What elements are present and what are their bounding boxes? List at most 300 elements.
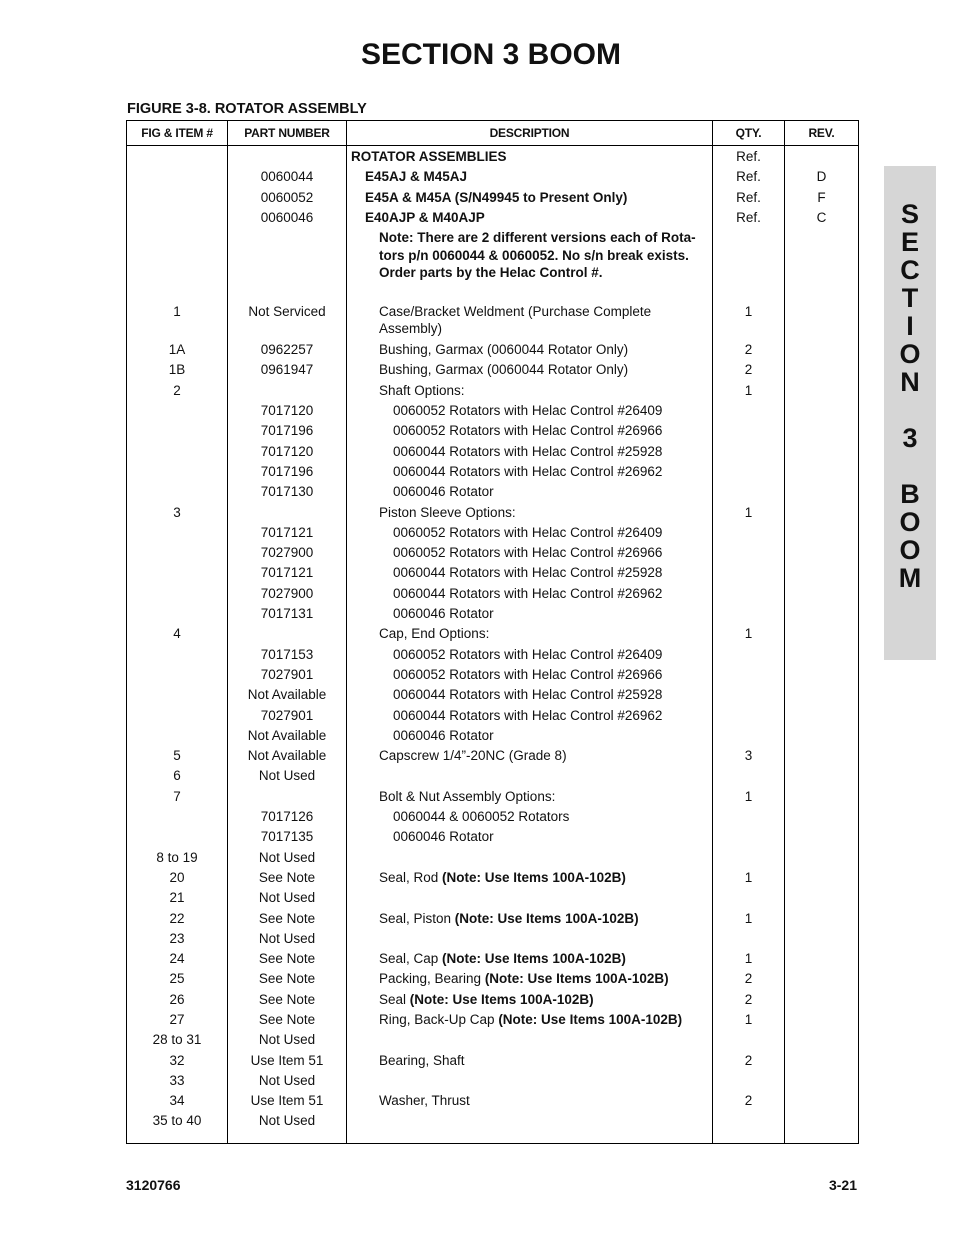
side-tab-letter: T	[901, 283, 919, 313]
cell-qty	[713, 808, 785, 828]
cell-part-number: 0060044	[228, 168, 347, 188]
cell-rev: F	[785, 189, 859, 209]
cell-description	[347, 361, 713, 381]
cell-description	[347, 910, 713, 930]
spacer-cell	[347, 1133, 713, 1144]
table-row	[127, 747, 859, 767]
description-text: ROTATOR ASSEMBLIES	[351, 149, 507, 164]
cell-rev	[785, 483, 859, 503]
cell-part-number: 7027900	[228, 585, 347, 605]
cell-part-number: Not Used	[228, 1031, 347, 1051]
cell-description	[347, 788, 713, 808]
cell-rev	[785, 1112, 859, 1132]
cell-part-number: Not Used	[228, 1112, 347, 1132]
cell-fig-item	[127, 524, 228, 544]
cell-fig-item	[127, 564, 228, 584]
spacer-cell	[228, 1133, 347, 1144]
table-row	[127, 585, 859, 605]
cell-rev: D	[785, 168, 859, 188]
cell-description	[347, 1011, 713, 1031]
cell-qty	[713, 524, 785, 544]
cell-qty	[713, 402, 785, 422]
side-tab-letter: O	[899, 507, 921, 537]
description-text: E45AJ & M45AJ	[365, 169, 468, 185]
cell-fig-item: 23	[127, 930, 228, 950]
cell-fig-item: 35 to 40	[127, 1112, 228, 1132]
cell-fig-item: 3	[127, 504, 228, 524]
cell-description	[347, 828, 713, 848]
cell-qty: 1	[713, 910, 785, 930]
cell-description	[347, 625, 713, 645]
cell-description	[347, 1052, 713, 1072]
cell-qty	[713, 707, 785, 727]
cell-qty: 2	[713, 1092, 785, 1112]
cell-description	[347, 686, 713, 706]
cell-fig-item	[127, 189, 228, 209]
table-row	[127, 910, 859, 930]
cell-rev	[785, 828, 859, 848]
description-text: Seal, Cap	[379, 951, 443, 967]
description-note: (Note: Use Items 100A-102B)	[498, 1011, 683, 1027]
cell-fig-item	[127, 463, 228, 483]
cell-qty: 1	[713, 869, 785, 889]
cell-fig-item: 32	[127, 1052, 228, 1072]
cell-description	[347, 544, 713, 564]
cell-qty	[713, 686, 785, 706]
cell-fig-item: 7	[127, 788, 228, 808]
cell-rev	[785, 1052, 859, 1072]
cell-fig-item: 24	[127, 950, 228, 970]
table-row	[127, 970, 859, 990]
table-row	[127, 1031, 859, 1051]
cell-part-number: 7017130	[228, 483, 347, 503]
cell-qty	[713, 1031, 785, 1051]
description-text: Bushing, Garmax (0060044 Rotator Only)	[379, 362, 629, 378]
side-tab-letter: S	[900, 199, 919, 229]
cell-description	[347, 483, 713, 503]
cell-qty: 1	[713, 1011, 785, 1031]
cell-rev	[785, 402, 859, 422]
table-row	[127, 146, 859, 169]
cell-fig-item: 1A	[127, 341, 228, 361]
cell-rev	[785, 1011, 859, 1031]
table-row	[127, 788, 859, 808]
cell-fig-item: 2	[127, 382, 228, 402]
table-row	[127, 463, 859, 483]
table-row	[127, 422, 859, 442]
cell-part-number: 7017121	[228, 564, 347, 584]
cell-fig-item: 20	[127, 869, 228, 889]
header-rev: REV.	[785, 121, 859, 146]
cell-rev	[785, 625, 859, 645]
cell-part-number	[228, 788, 347, 808]
parts-table	[126, 120, 859, 1144]
cell-part-number: 7017120	[228, 402, 347, 422]
cell-rev	[785, 686, 859, 706]
cell-rev	[785, 767, 859, 787]
cell-part-number: 0060046	[228, 209, 347, 229]
description-text: Case/Bracket Weldment (Purchase Complete Assembly)	[379, 304, 652, 337]
side-tab-letter: 3	[902, 423, 918, 453]
cell-part-number: See Note	[228, 950, 347, 970]
cell-description	[347, 146, 713, 169]
cell-qty	[713, 585, 785, 605]
cell-description	[347, 727, 713, 747]
cell-fig-item: 5	[127, 747, 228, 767]
cell-part-number: Not Used	[228, 1072, 347, 1092]
cell-qty	[713, 646, 785, 666]
description-note: (Note: Use Items 100A-102B)	[409, 991, 594, 1007]
cell-part-number: See Note	[228, 1011, 347, 1031]
cell-description	[347, 1092, 713, 1112]
cell-fig-item: 25	[127, 970, 228, 990]
description-text: 0060052 Rotators with Helac Control #26966	[393, 545, 663, 561]
cell-qty	[713, 727, 785, 747]
description-text: Capscrew 1/4”-20NC (Grade 8)	[379, 748, 567, 764]
cell-fig-item	[127, 585, 228, 605]
cell-description	[347, 422, 713, 442]
cell-qty	[713, 849, 785, 869]
cell-qty	[713, 930, 785, 950]
cell-description	[347, 303, 713, 341]
cell-qty	[713, 463, 785, 483]
description-note: (Note: Use Items 100A-102B)	[442, 869, 626, 885]
cell-part-number: 7017126	[228, 808, 347, 828]
cell-fig-item: 4	[127, 625, 228, 645]
cell-part-number: 0962257	[228, 341, 347, 361]
cell-description	[347, 229, 713, 303]
cell-fig-item: 1	[127, 303, 228, 341]
cell-part-number: 7017196	[228, 463, 347, 483]
table-row	[127, 168, 859, 188]
cell-qty: Ref.	[713, 189, 785, 209]
cell-rev	[785, 747, 859, 767]
cell-fig-item: 33	[127, 1072, 228, 1092]
cell-fig-item	[127, 666, 228, 686]
cell-description	[347, 168, 713, 188]
cell-qty: Ref.	[713, 146, 785, 169]
cell-rev	[785, 229, 859, 303]
cell-description	[347, 1031, 713, 1051]
cell-rev	[785, 950, 859, 970]
side-tab-letter: C	[900, 255, 920, 285]
cell-part-number: See Note	[228, 970, 347, 990]
cell-part-number	[228, 229, 347, 303]
table-row	[127, 1072, 859, 1092]
cell-qty: 2	[713, 341, 785, 361]
description-text: Seal, Piston	[379, 910, 455, 926]
cell-part-number: 7017153	[228, 646, 347, 666]
cell-qty: Ref.	[713, 168, 785, 188]
spacer-cell	[127, 1133, 228, 1144]
spacer-cell	[713, 1133, 785, 1144]
cell-rev	[785, 146, 859, 169]
cell-rev	[785, 382, 859, 402]
table-row	[127, 504, 859, 524]
cell-fig-item	[127, 483, 228, 503]
table-row	[127, 1052, 859, 1072]
cell-rev	[785, 585, 859, 605]
description-text: 0060046 Rotator	[393, 484, 494, 500]
cell-part-number	[228, 504, 347, 524]
cell-fig-item	[127, 146, 228, 169]
cell-description	[347, 402, 713, 422]
cell-description	[347, 1112, 713, 1132]
table-row	[127, 189, 859, 209]
description-text: Shaft Options:	[379, 382, 465, 398]
cell-part-number: See Note	[228, 910, 347, 930]
cell-description	[347, 585, 713, 605]
table-row	[127, 402, 859, 422]
cell-part-number: 7017120	[228, 443, 347, 463]
table-row	[127, 1092, 859, 1112]
table-row	[127, 209, 859, 229]
description-text: Cap, End Options:	[379, 626, 490, 642]
description-text: 0060044 & 0060052 Rotators	[393, 809, 570, 825]
cell-qty: 2	[713, 991, 785, 1011]
cell-part-number: See Note	[228, 991, 347, 1011]
cell-fig-item: 8 to 19	[127, 849, 228, 869]
cell-description	[347, 443, 713, 463]
cell-rev	[785, 970, 859, 990]
table-row	[127, 361, 859, 381]
spacer-cell	[785, 1133, 859, 1144]
description-text: 0060044 Rotators with Helac Control #26962	[393, 707, 663, 723]
figure-title: FIGURE 3-8. ROTATOR ASSEMBLY	[127, 101, 367, 117]
cell-description	[347, 991, 713, 1011]
description-text: 0060046 Rotator	[393, 829, 494, 845]
cell-part-number: Not Used	[228, 889, 347, 909]
table-row	[127, 382, 859, 402]
parts-table-body	[127, 146, 859, 1144]
table-row	[127, 524, 859, 544]
cell-fig-item	[127, 229, 228, 303]
cell-fig-item: 6	[127, 767, 228, 787]
cell-rev	[785, 707, 859, 727]
cell-part-number: Not Used	[228, 930, 347, 950]
cell-rev	[785, 1072, 859, 1092]
cell-description	[347, 189, 713, 209]
cell-part-number: 7027901	[228, 666, 347, 686]
table-row	[127, 646, 859, 666]
cell-part-number: Use Item 51	[228, 1092, 347, 1112]
table-row	[127, 869, 859, 889]
cell-description	[347, 849, 713, 869]
cell-part-number: See Note	[228, 869, 347, 889]
cell-part-number	[228, 382, 347, 402]
cell-description	[347, 889, 713, 909]
cell-rev	[785, 463, 859, 483]
cell-qty: 1	[713, 504, 785, 524]
cell-description	[347, 382, 713, 402]
cell-part-number: Not Used	[228, 767, 347, 787]
cell-rev	[785, 605, 859, 625]
cell-qty	[713, 605, 785, 625]
side-tab-letter: O	[899, 535, 921, 565]
cell-rev	[785, 869, 859, 889]
cell-qty	[713, 1112, 785, 1132]
cell-rev	[785, 1031, 859, 1051]
page-number: 3-21	[828, 1177, 857, 1193]
cell-part-number: Not Available	[228, 727, 347, 747]
cell-fig-item	[127, 544, 228, 564]
table-row	[127, 950, 859, 970]
description-text: 0060044 Rotators with Helac Control #26962	[393, 463, 663, 479]
cell-part-number: 7017121	[228, 524, 347, 544]
cell-qty	[713, 443, 785, 463]
description-text: Bearing, Shaft	[379, 1052, 465, 1068]
cell-qty: 1	[713, 303, 785, 341]
cell-fig-item: 1B	[127, 361, 228, 381]
side-tab-letters	[884, 200, 936, 592]
description-text: Bushing, Garmax (0060044 Rotator Only)	[379, 342, 629, 358]
cell-fig-item: 26	[127, 991, 228, 1011]
cell-rev	[785, 504, 859, 524]
description-text: Ring, Back-Up Cap	[379, 1011, 499, 1027]
cell-part-number: Not Serviced	[228, 303, 347, 341]
cell-description	[347, 767, 713, 787]
cell-description	[347, 341, 713, 361]
cell-rev	[785, 991, 859, 1011]
cell-fig-item: 21	[127, 889, 228, 909]
cell-description	[347, 950, 713, 970]
cell-description	[347, 808, 713, 828]
cell-description	[347, 646, 713, 666]
description-text: 0060052 Rotators with Helac Control #26409	[393, 524, 663, 540]
table-row	[127, 727, 859, 747]
side-tab-letter: M	[898, 563, 922, 593]
table-row	[127, 686, 859, 706]
cell-fig-item	[127, 686, 228, 706]
cell-part-number: 7017131	[228, 605, 347, 625]
cell-qty: 2	[713, 361, 785, 381]
description-text: 0060052 Rotators with Helac Control #26409	[393, 403, 663, 419]
cell-description	[347, 930, 713, 950]
cell-qty: 2	[713, 970, 785, 990]
cell-fig-item	[127, 808, 228, 828]
cell-fig-item	[127, 402, 228, 422]
table-row	[127, 443, 859, 463]
cell-part-number: 0060052	[228, 189, 347, 209]
cell-description	[347, 747, 713, 767]
description-note: (Note: Use Items 100A-102B)	[442, 951, 626, 967]
cell-part-number: Not Available	[228, 747, 347, 767]
cell-rev	[785, 544, 859, 564]
table-row	[127, 625, 859, 645]
description-text: E45A & M45A (S/N49945 to Present Only)	[365, 189, 628, 205]
cell-part-number: Not Used	[228, 849, 347, 869]
description-text: 0060046 Rotator	[393, 606, 494, 622]
cell-qty: 3	[713, 747, 785, 767]
cell-qty: Ref.	[713, 209, 785, 229]
description-text: 0060044 Rotators with Helac Control #25928	[393, 687, 663, 703]
cell-fig-item: 22	[127, 910, 228, 930]
description-text: 0060044 Rotators with Helac Control #25928	[393, 443, 663, 459]
section-side-tab	[884, 166, 936, 660]
cell-description	[347, 524, 713, 544]
description-text: 0060044 Rotators with Helac Control #26962	[393, 585, 663, 601]
side-tab-letter: N	[900, 367, 920, 397]
cell-qty	[713, 828, 785, 848]
cell-fig-item	[127, 422, 228, 442]
cell-qty	[713, 229, 785, 303]
cell-qty	[713, 666, 785, 686]
table-row	[127, 666, 859, 686]
table-row	[127, 828, 859, 848]
header-qty: QTY.	[713, 121, 785, 146]
side-tab-letter: I	[906, 311, 914, 341]
document-number: 3120766	[126, 1177, 181, 1193]
cell-fig-item: 34	[127, 1092, 228, 1112]
cell-fig-item: 28 to 31	[127, 1031, 228, 1051]
table-row	[127, 303, 859, 341]
header-fig-item: FIG & ITEM #	[127, 121, 228, 146]
description-text: Washer, Thrust	[379, 1093, 470, 1109]
cell-qty	[713, 483, 785, 503]
section-title: SECTION 3 BOOM	[360, 38, 622, 71]
description-note: (Note: Use Items 100A-102B)	[454, 910, 639, 926]
cell-description	[347, 605, 713, 625]
description-text: Note: There are 2 different versions each of Rota-tors p/n 0060044 & 0060052. No s/n break exists. Order parts by the Helac Control #.	[379, 230, 696, 281]
cell-part-number: 7017196	[228, 422, 347, 442]
table-row	[127, 1112, 859, 1132]
cell-description	[347, 564, 713, 584]
cell-rev	[785, 666, 859, 686]
description-text: Bolt & Nut Assembly Options:	[379, 788, 556, 804]
description-text: Piston Sleeve Options:	[379, 504, 516, 520]
header-part-number: PART NUMBER	[228, 121, 347, 146]
table-row	[127, 544, 859, 564]
header-description: DESCRIPTION	[347, 121, 713, 146]
cell-fig-item	[127, 646, 228, 666]
cell-qty	[713, 564, 785, 584]
cell-rev	[785, 443, 859, 463]
cell-rev	[785, 422, 859, 442]
cell-fig-item	[127, 707, 228, 727]
description-text: 0060046 Rotator	[393, 727, 494, 743]
cell-description	[347, 1072, 713, 1092]
cell-description	[347, 707, 713, 727]
table-row	[127, 229, 859, 303]
table-row	[127, 849, 859, 869]
cell-part-number: Use Item 51	[228, 1052, 347, 1072]
cell-description	[347, 504, 713, 524]
cell-description	[347, 869, 713, 889]
cell-fig-item	[127, 168, 228, 188]
side-tab-letter: B	[900, 479, 920, 509]
cell-part-number	[228, 146, 347, 169]
cell-qty: 2	[713, 1052, 785, 1072]
cell-qty: 1	[713, 382, 785, 402]
table-row	[127, 1011, 859, 1031]
cell-description	[347, 666, 713, 686]
cell-rev	[785, 1092, 859, 1112]
description-text: 0060044 Rotators with Helac Control #25928	[393, 565, 663, 581]
table-header-row	[127, 121, 859, 146]
table-row	[127, 341, 859, 361]
description-text: Seal	[379, 991, 410, 1007]
cell-fig-item	[127, 727, 228, 747]
cell-rev	[785, 788, 859, 808]
cell-qty: 1	[713, 625, 785, 645]
table-row	[127, 483, 859, 503]
cell-fig-item	[127, 209, 228, 229]
cell-rev	[785, 341, 859, 361]
table-row	[127, 889, 859, 909]
cell-qty	[713, 1072, 785, 1092]
description-text: 0060052 Rotators with Helac Control #26409	[393, 646, 663, 662]
cell-rev	[785, 889, 859, 909]
